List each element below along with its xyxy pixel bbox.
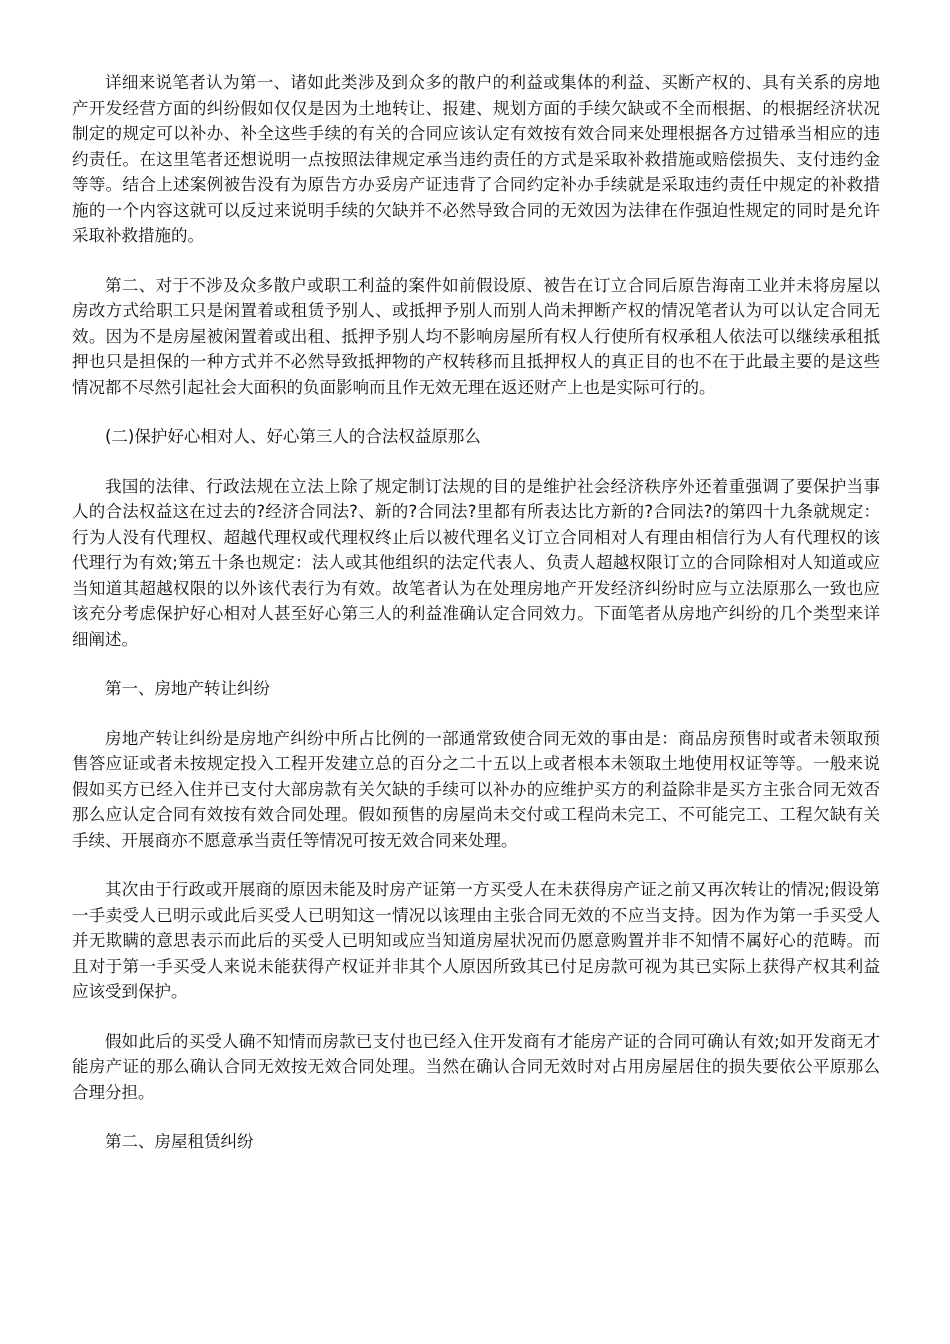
paragraph: 假如此后的买受人确不知情而房款已支付也已经入住开发商有才能房产证的合同可确认有效;如开发商无才能房产证的那么确认合同无效按无效合同处理。当然在确认合同无效时对占用房屋居住的损失要依公平原那么合理分担。 [72, 1031, 880, 1102]
section-heading: 第一、房地产转让纠纷 [105, 679, 270, 698]
paragraph: 第二、对于不涉及众多散户或职工利益的案件如前假设原、被告在订立合同后原告海南工业并未将房屋以房改方式给职工只是闲置着或租赁予别人、或抵押予别人而别人尚未押断产权的情况笔者认为可以认定合同无效。因为不是房屋被闲置着或出租、抵押予别人均不影响房屋所有权人行使所有权承租人依法可以继续承租抵押也只是担保的一种方式并不必然导致抵押物的产权转移而且抵押权人的真正目的也不在于此最主要的是这些情况都不尽然引起社会大面积的负面影响而且作无效无理在返还财产上也是实际可行的。 [72, 275, 880, 397]
section-heading: 第二、房屋租赁纠纷 [105, 1132, 254, 1151]
section-heading: (二)保护好心相对人、好心第三人的合法权益原那么 [105, 427, 481, 446]
paragraph: 详细来说笔者认为第一、诸如此类涉及到众多的散户的利益或集体的利益、买断产权的、具有关系的房地产开发经营方面的纠纷假如仅仅是因为土地转让、报建、规划方面的手续欠缺或不全而根据、的根据经济状况制定的规定可以补办、补全这些手续的有关的合同应该认定有效按有效合同来处理根据各方过错承当相应的违约责任。在这里笔者还想说明一点按照法律规定承当违约责任的方式是采取补救措施或赔偿损失、支付违约金等等。结合上述案例被告没有为原告方办妥房产证违背了合同约定补办手续就是采取违约责任中规定的补救措施的一个内容这就可以反过来说明手续的欠缺并不必然导致合同的无效因为法律在作强迫性规定的同时是允许采取补救措施的。 [72, 73, 880, 245]
paragraph: 房地产转让纠纷是房地产纠纷中所占比例的一部通常致使合同无效的事由是：商品房预售时或者未领取预售答应证或者未按规定投入工程开发建立总的百分之二十五以上或者根本未领取土地使用权证等等。一般来说假如买方已经入住并已支付大部房款有关欠缺的手续可以补办的应维护买方的利益除非是买方主张合同无效否那么应认定合同有效按有效合同处理。假如预售的房屋尚未交付或工程尚未完工、不可能完工、工程欠缺有关手续、开展商亦不愿意承当责任等情况可按无效合同来处理。 [72, 728, 880, 850]
paragraph: 其次由于行政或开展商的原因未能及时房产证第一方买受人在未获得房产证之前又再次转让的情况;假设第一手卖受人已明示或此后买受人已明知这一情况以该理由主张合同无效的不应当支持。因为作为第一手买受人并无欺瞒的意思表示而此后的买受人已明知或应当知道房屋状况而仍愿意购置并非不知情不属好心的范畴。而且对于第一手买受人来说未能获得产权证并非其个人原因所致其已付足房款可视为其已实际上获得产权其利益应该受到保护。 [72, 880, 880, 1001]
paragraph: 我国的法律、行政法规在立法上除了规定制订法规的目的是维护社会经济秩序外还着重强调了要保护当事人的合法权益这在过去的?经济合同法?、新的?合同法?里都有所表达比方新的?合同法?的第四十九条就规定：行为人没有代理权、超越代理权或代理权终止后以被代理名义订立合同相对人有理由相信行为人有代理权的该代理行为有效;第五十条也规定：法人或其他组织的法定代表人、负责人超越权限订立的合同除相对人知道或应当知道其超越权限的以外该代表行为有效。故笔者认为在处理房地产开发经济纠纷时应与立法原那么一致也应该充分考虑保护好心相对人甚至好心第三人的利益准确认定合同效力。下面笔者从房地产纠纷的几个类型来详细阐述。 [72, 476, 880, 649]
document-page [72, 70, 880, 1179]
